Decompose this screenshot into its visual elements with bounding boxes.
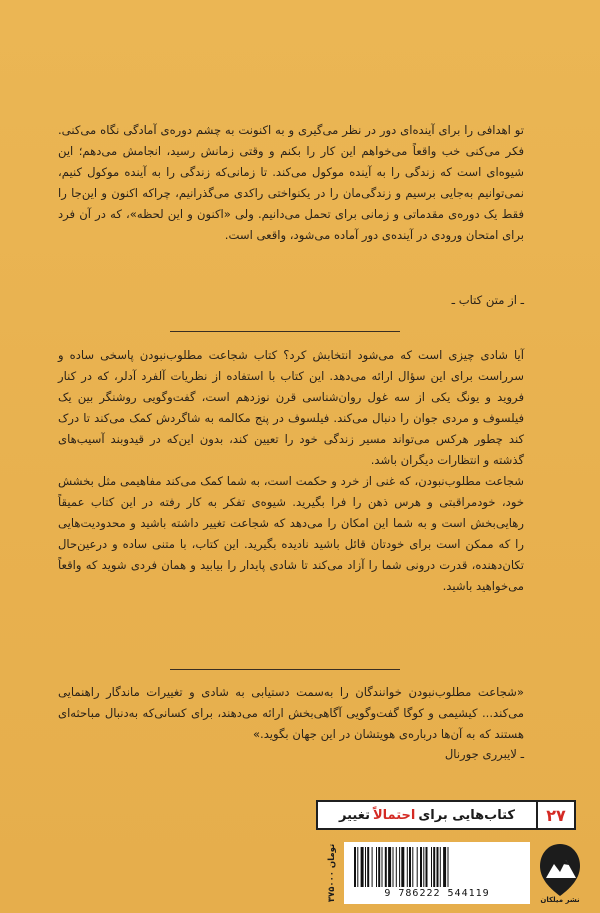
barcode-bar: [378, 847, 380, 887]
barcode-bar: [407, 847, 408, 887]
barcode-bar: [354, 847, 356, 887]
review-attribution: ـ لایبرری جورنال: [444, 747, 524, 761]
barcode-bar: [388, 847, 391, 887]
barcode-bar: [437, 847, 439, 887]
barcode-bar: [412, 847, 413, 887]
description-paragraph-2: شجاعت مطلوب‌نبودن، که غنی از خرد و حکمت است، به شما کمک می‌کند مفاهیمی مثل بخشش خود، خودمراقبتی و هرس ذهن را فرا بگیرید. شیوه‌ی تفکر به کار رفته در این کتاب عمیقاً رهایی‌بخش است و به شما این امکان را می‌دهد که شجاعت تغییر داشته باشید و محدودیت‌هایی را که ممکن است برای خودتان قائل باشید نادیده بگیرید. این کتاب، با متنی ساده و درعین‌حال تکان‌دهنده، قدرت درونی شما را آزاد می‌کند تا شادی پایدار را بیابید و همان فردی شوید که واقعاً می‌خواهید باشید.: [58, 474, 524, 593]
barcode-bar: [423, 847, 424, 887]
publisher-logo-icon: [536, 840, 584, 904]
barcode-bar: [372, 847, 373, 887]
barcode-bar: [443, 847, 446, 887]
barcode-bar: [433, 847, 435, 887]
intro-excerpt: [58, 120, 524, 246]
barcode-bar: [420, 847, 422, 887]
barcode-bar: [431, 847, 432, 887]
barcode-bar: [357, 847, 358, 887]
barcode-bar: [409, 847, 411, 887]
barcode-bar: [367, 847, 369, 887]
divider-top: [170, 331, 400, 332]
intro-attribution: ـ از متن کتاب ـ: [451, 293, 524, 307]
series-title-accent: احتمالاً: [372, 807, 416, 823]
publisher-name: نشر میلکان: [540, 896, 580, 904]
barcode-bar: [396, 847, 397, 887]
description-paragraph-1: آیا شادی چیزی است که می‌شود انتخابش کرد؟ کتاب شجاعت مطلوب‌نبودن پاسخی ساده و سرراست برای این سؤال ارائه می‌دهد. این کتاب با استفاده از نظریات آلفرد آدلر، که در کنار فروید و یونگ یکی از سه غول روان‌شناسی قرن نوزدهم است، گفت‌وگویی روشنگر بین یک فیلسوف و مردی جوان را دنبال می‌کند. فیلسوف در پنج مکالمه به شاگردش کمک می‌کند تا درک کند چطور هرکس می‌تواند مسیر زندگی خود را تعیین کند، بدون این‌که در قیدوبند آسیب‌های گذشته و انتظارات دیگران باشد.: [58, 348, 524, 467]
series-label-box: [316, 800, 576, 830]
barcode: [344, 842, 530, 904]
barcode-bar: [393, 847, 394, 887]
series-title-part1: کتاب‌هایی برای: [418, 807, 515, 823]
barcode-bar: [376, 847, 377, 887]
barcode-bar: [401, 847, 404, 887]
barcode-bar: [399, 847, 400, 887]
series-title: [318, 802, 536, 828]
barcode-bar: [417, 847, 418, 887]
series-number: ۲۷: [536, 802, 574, 828]
divider-bottom: [170, 669, 400, 670]
review-quote: «شجاعت مطلوب‌نبودن خوانندگان را به‌سمت دستیابی به شادی و تغییرات ماندگار راهنمایی می‌کند... کیشیمی و کوگا گفت‌وگویی آگاهی‌بخش ارائه می‌دهند، برای کسانی‌که به‌دنبال مباحثه‌ای هستند که به آن‌ها درباره‌ی هویتشان در این جهان بگوید.»: [58, 685, 524, 741]
series-title-part2: تغییر: [339, 807, 370, 823]
barcode-bar: [426, 847, 428, 887]
barcode-bar: [365, 847, 366, 887]
price-label: [322, 835, 342, 910]
barcode-bars: [352, 847, 522, 887]
barcode-bar: [385, 847, 387, 887]
barcode-bar: [440, 847, 441, 887]
barcode-bar: [361, 847, 364, 887]
barcode-digits: 9 786222 544119: [384, 888, 490, 899]
barcode-bar: [448, 847, 449, 887]
barcode-bar: [382, 847, 383, 887]
intro-paragraph: تو اهدافی را برای آینده‌ای دور در نظر می‌گیری و به اکنونت به چشم دوره‌ی آمادگی نگاه می‌کنی. فکر می‌کنی خب واقعاً می‌خواهم این کار را بکنم و وقتی زمانش رسید، انجامش می‌دهم؛ این شیوه‌ای است که زندگی را به آینده موکول می‌کند. تا زمانی‌که زندگی را به آینده موکول کنیم، نمی‌توانیم به‌جایی برسیم و زندگی‌مان را در یکنواختی راکدی می‌گذرانیم، چراکه اکنون و این‌جا را فقط یک دوره‌ی مقدماتی و زمانی برای تحمل می‌دانیم. ولی «اکنون و این لحظه»، که در آن فرد برای امتحان ورودی در آینده‌ی دور آماده می‌شود، واقعی است.: [58, 123, 524, 242]
book-description: [58, 345, 524, 597]
price-text: ۳۷۵۰۰۰ تومان: [327, 843, 338, 902]
